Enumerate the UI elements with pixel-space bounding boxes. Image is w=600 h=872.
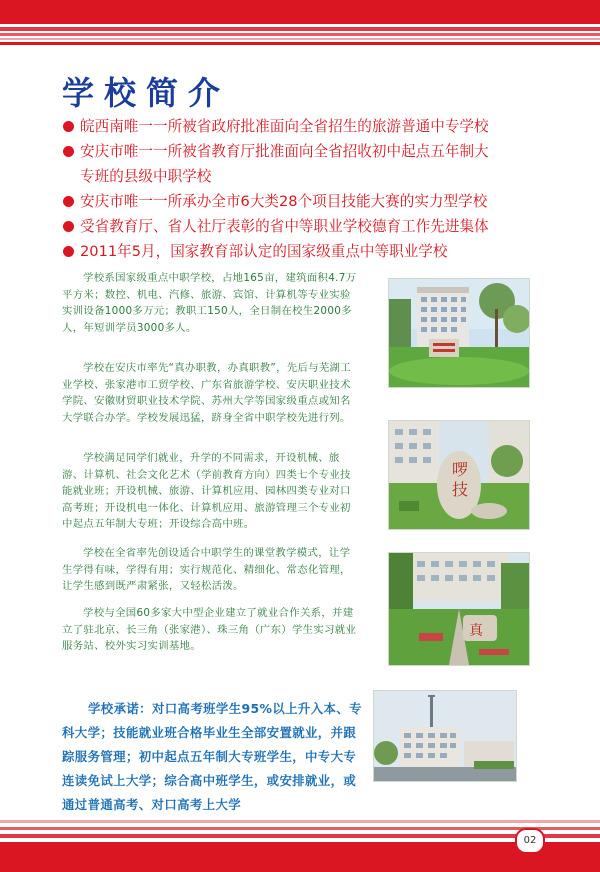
svg-text:啰: 啰	[452, 460, 469, 479]
bullet-dot-icon	[63, 146, 74, 157]
svg-text:真: 真	[469, 623, 483, 639]
campus-building-photo	[388, 278, 530, 388]
bullet-dot-icon	[63, 196, 74, 207]
intro-paragraph-2: 学校在安庆市率先“真办职教，办真职教”，先后与芜湖工业学校、张家港市工贸学校、广东省旅游学校、安庆职业技术学院、安徽财贸职业技术学院、苏州大学等国家级重点或知名大学联合办学。学校发展迅猛，跻身全省中职学校先进行列。	[62, 362, 351, 424]
list-item: 2011年5月，国家教育部认定的国家级重点中等职业学校	[60, 239, 580, 264]
page-title: 学校简介	[62, 74, 231, 112]
list-item: 皖西南唯一一所被省政府批准面向全省招生的旅游普通中专学校	[60, 114, 580, 139]
list-item: 安庆市唯一一所承办全市6大类28个项目技能大赛的实力型学校	[60, 189, 580, 214]
intro-paragraph-1: 学校系国家级重点中职学校，占地165亩，建筑面积4.7万平方米；数控、机电、汽修、旅游、宾馆、计算机等专业实验实训设备1000多万元；教职工150人，全日制在校生2000多人，年短训学员3000多人。	[62, 272, 357, 334]
bullet-dot-icon	[63, 221, 74, 232]
svg-text:技: 技	[452, 480, 469, 499]
bullet-dot-icon	[63, 246, 74, 257]
inscribed-stone-photo	[388, 420, 530, 530]
garden-stone-photo	[388, 552, 530, 666]
list-item: 受省教育厅、省人社厅表彰的省中等职业学校德育工作先进集体	[60, 214, 580, 239]
bottom-red-band	[0, 820, 600, 872]
highlight-list	[60, 114, 580, 264]
campus-tower-photo	[373, 690, 517, 782]
intro-paragraph-4: 学校在全省率先创设适合中职学生的课堂教学模式，让学生学得有味，学得有用；实行规范化、精细化、常态化管理，让学生感到既严肃紧张，又轻松活泼。	[62, 547, 351, 592]
top-red-band	[0, 0, 600, 52]
intro-paragraph-3: 学校满足同学们就业，升学的不同需求，开设机械、旅游、计算机、社会文化艺术（学前教育方向）四类七个专业技能就业班；开设机械、旅游、计算机应用、园林四类专业对口高考班；开设机电一体化、计算机应用、旅游管理三个专业初中起点五年制大专班；开设综合高中班。	[62, 452, 351, 530]
bullet-dot-icon	[63, 121, 74, 132]
list-item: 安庆市唯一一所被省教育厅批准面向全省招收初中起点五年制大 专班的县级中职学校	[60, 139, 580, 189]
intro-paragraph-5: 学校与全国60多家大中型企业建立了就业合作关系，并建立了驻北京、长三角（张家港）、珠三角（广东）学生实习就业服务站、校外实习实训基地。	[62, 607, 357, 652]
school-commitment: 学校承诺：对口高考班学生95%以上升入本、专科大学；技能就业班合格毕业生全部安置就业，并跟踪服务管理；初中起点五年制大专班学生，中专大专连读免试上大学；综合高中班学生，或安排就业，或通过普通高考、对口高考上大学	[62, 701, 362, 812]
page-number: 02	[515, 828, 545, 854]
